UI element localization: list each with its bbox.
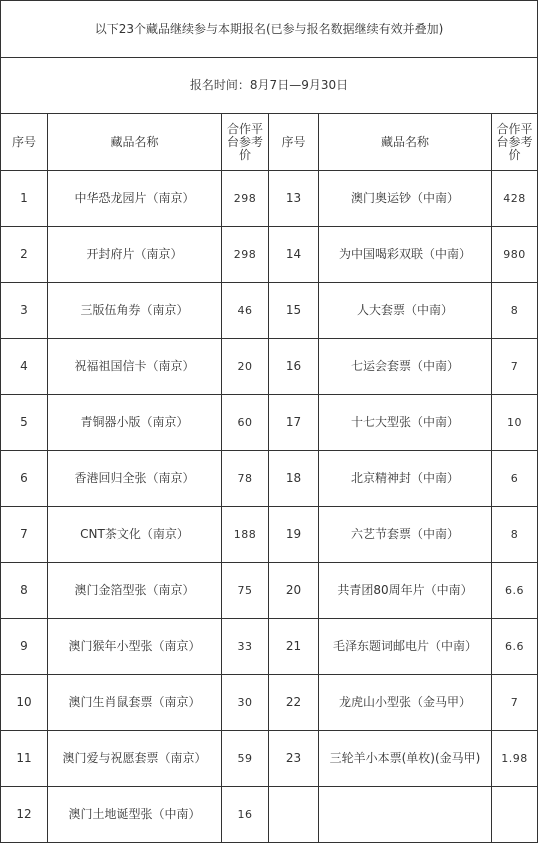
- cell-seq-left: 1: [1, 171, 48, 227]
- table-row: [1, 563, 538, 619]
- header-price-right: 合作平台参考价: [492, 114, 538, 171]
- header-price-left: 合作平台参考价: [222, 114, 269, 171]
- cell-seq-right: 19: [269, 507, 319, 563]
- cell-name-left: 澳门猴年小型张（南京）: [48, 619, 222, 675]
- table-row: [1, 619, 538, 675]
- cell-name-right: 七运会套票（中南）: [319, 339, 492, 395]
- cell-name-right: 龙虎山小型张（金马甲）: [319, 675, 492, 731]
- cell-name-right: 三轮羊小本票(单枚)(金马甲): [319, 731, 492, 787]
- cell-name-left: 三版伍角券（南京）: [48, 283, 222, 339]
- header-name-left: 藏品名称: [48, 114, 222, 171]
- cell-price-right: 428: [492, 171, 538, 227]
- cell-price-right: 980: [492, 227, 538, 283]
- cell-price-left: 30: [222, 675, 269, 731]
- cell-price-left: 16: [222, 787, 269, 843]
- cell-name-right: 十七大型张（中南）: [319, 395, 492, 451]
- cell-seq-left: 8: [1, 563, 48, 619]
- cell-seq-left: 4: [1, 339, 48, 395]
- cell-price-right: 8: [492, 283, 538, 339]
- cell-price-right: 8: [492, 507, 538, 563]
- cell-price-right: 10: [492, 395, 538, 451]
- table-row: [1, 731, 538, 787]
- cell-price-right: 7: [492, 675, 538, 731]
- header-seq-left: 序号: [1, 114, 48, 171]
- cell-seq-right: [269, 787, 319, 843]
- cell-name-left: CNT茶文化（南京）: [48, 507, 222, 563]
- cell-seq-left: 10: [1, 675, 48, 731]
- cell-name-left: 澳门爱与祝愿套票（南京）: [48, 731, 222, 787]
- cell-price-left: 188: [222, 507, 269, 563]
- cell-seq-right: 22: [269, 675, 319, 731]
- cell-name-left: 澳门生肖鼠套票（南京）: [48, 675, 222, 731]
- table-row: [1, 787, 538, 843]
- cell-name-right: 六艺节套票（中南）: [319, 507, 492, 563]
- cell-name-left: 祝福祖国信卡（南京）: [48, 339, 222, 395]
- cell-seq-right: 21: [269, 619, 319, 675]
- cell-seq-left: 9: [1, 619, 48, 675]
- cell-name-left: 澳门金箔型张（南京）: [48, 563, 222, 619]
- cell-seq-right: 23: [269, 731, 319, 787]
- cell-seq-right: 18: [269, 451, 319, 507]
- cell-price-right: 6.6: [492, 619, 538, 675]
- cell-name-left: 香港回归全张（南京）: [48, 451, 222, 507]
- cell-seq-left: 2: [1, 227, 48, 283]
- table-row: [1, 675, 538, 731]
- cell-seq-left: 6: [1, 451, 48, 507]
- header-name-right: 藏品名称: [319, 114, 492, 171]
- cell-seq-right: 20: [269, 563, 319, 619]
- cell-name-left: 中华恐龙园片（南京）: [48, 171, 222, 227]
- cell-name-right: 为中国喝彩双联（中南）: [319, 227, 492, 283]
- table-row: [1, 507, 538, 563]
- cell-name-left: 澳门土地诞型张（中南）: [48, 787, 222, 843]
- header-row: [1, 114, 538, 171]
- table-row: [1, 339, 538, 395]
- cell-seq-right: 17: [269, 395, 319, 451]
- cell-name-right: 毛泽东题词邮电片（中南）: [319, 619, 492, 675]
- cell-seq-left: 3: [1, 283, 48, 339]
- cell-name-right: 共青团80周年片（中南）: [319, 563, 492, 619]
- cell-price-left: 59: [222, 731, 269, 787]
- cell-price-left: 75: [222, 563, 269, 619]
- cell-seq-right: 15: [269, 283, 319, 339]
- cell-price-left: 60: [222, 395, 269, 451]
- cell-seq-right: 16: [269, 339, 319, 395]
- table-title: 以下23个藏品继续参与本期报名(已参与报名数据继续有效并叠加): [1, 1, 538, 58]
- header-seq-right: 序号: [269, 114, 319, 171]
- cell-price-right: 6: [492, 451, 538, 507]
- cell-price-right: 6.6: [492, 563, 538, 619]
- table-row: [1, 451, 538, 507]
- signup-time: 报名时间：8月7日—9月30日: [1, 58, 538, 114]
- table-row: [1, 395, 538, 451]
- cell-price-right: 1.98: [492, 731, 538, 787]
- cell-price-left: 33: [222, 619, 269, 675]
- cell-price-left: 298: [222, 227, 269, 283]
- cell-seq-left: 7: [1, 507, 48, 563]
- cell-name-left: 青铜器小版（南京）: [48, 395, 222, 451]
- cell-price-right: 7: [492, 339, 538, 395]
- cell-seq-right: 14: [269, 227, 319, 283]
- table-row: [1, 227, 538, 283]
- cell-seq-right: 13: [269, 171, 319, 227]
- cell-price-left: 46: [222, 283, 269, 339]
- cell-price-left: 298: [222, 171, 269, 227]
- cell-seq-left: 12: [1, 787, 48, 843]
- cell-price-left: 20: [222, 339, 269, 395]
- cell-seq-left: 11: [1, 731, 48, 787]
- cell-name-right: [319, 787, 492, 843]
- cell-name-right: 北京精神封（中南）: [319, 451, 492, 507]
- cell-seq-left: 5: [1, 395, 48, 451]
- cell-price-right: [492, 787, 538, 843]
- table-row: [1, 171, 538, 227]
- cell-name-right: 人大套票（中南）: [319, 283, 492, 339]
- cell-price-left: 78: [222, 451, 269, 507]
- cell-name-left: 开封府片（南京）: [48, 227, 222, 283]
- cell-name-right: 澳门奥运钞（中南）: [319, 171, 492, 227]
- table-row: [1, 283, 538, 339]
